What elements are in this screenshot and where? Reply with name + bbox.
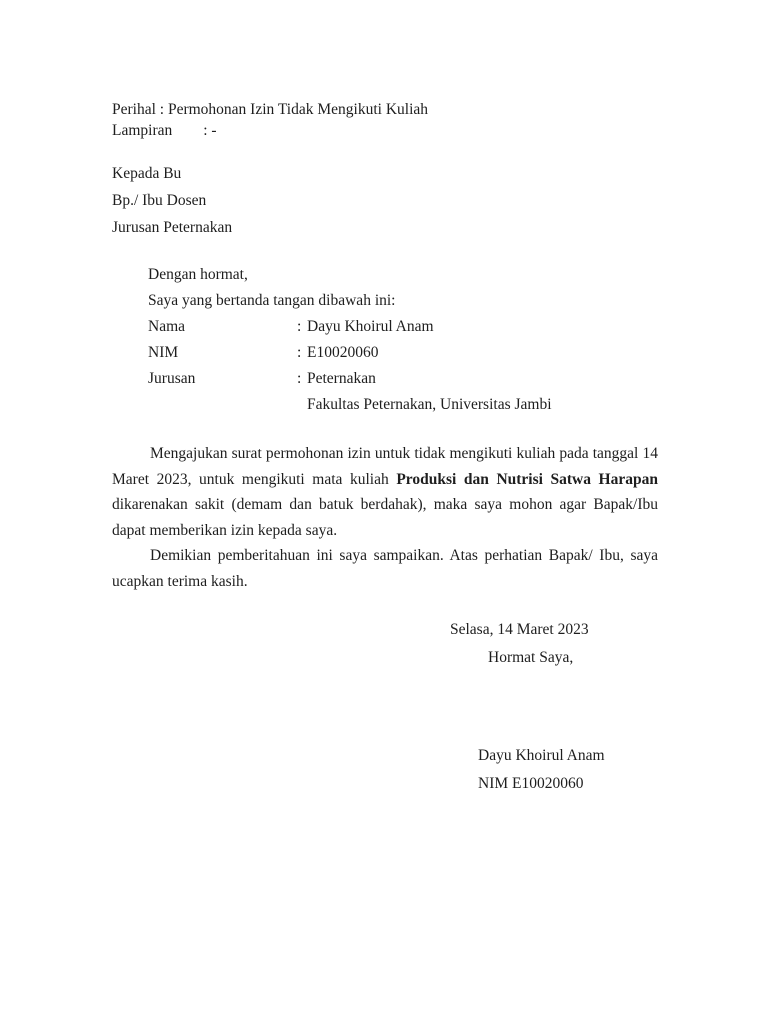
identity-value: Fakultas Peternakan, Universitas Jambi — [307, 396, 552, 413]
course-name-bold: Produksi dan Nutrisi Satwa Harapan — [396, 470, 658, 488]
signer-nim: NIM E10020060 — [478, 775, 584, 792]
intro-line: Saya yang bertanda tangan dibawah ini: — [148, 292, 396, 309]
identity-value: Peternakan — [307, 370, 376, 387]
letter-header — [112, 99, 658, 141]
body-paragraph-2: Demikian pemberitahuan ini saya sampaikan. Atas perhatian Bapak/ Ibu, saya ucapkan terima kasih. — [112, 547, 658, 590]
identity-value: Dayu Khoirul Anam — [307, 318, 434, 335]
identity-row-jurusan — [148, 366, 658, 392]
salutation: Dengan hormat, — [148, 266, 248, 283]
attachment-line: Lampiran : - — [112, 122, 217, 139]
subject-line: Perihal : Permohonan Izin Tidak Mengikuti Kuliah — [112, 101, 429, 118]
identity-value: E10020060 — [307, 344, 379, 361]
signer-name: Dayu Khoirul Anam — [478, 747, 605, 764]
recipient-line-3: Jurusan Peternakan — [112, 219, 233, 236]
body-paragraph-1 — [112, 441, 658, 543]
identity-colon: : — [297, 318, 302, 335]
identity-colon — [297, 392, 307, 418]
para1-text-after: dikarenakan sakit (demam dan batuk berdahak), maka saya mohon agar Bapak/Ibu dapat memberikan izin kepada saya. — [112, 496, 658, 539]
recipient-line-2: Bp./ Ibu Dosen — [112, 192, 207, 209]
recipient-line-1: Kepada Bu — [112, 165, 182, 182]
identity-label: Nama — [148, 318, 186, 335]
identity-label — [148, 392, 297, 418]
signer-block — [478, 742, 658, 798]
letter-body — [112, 441, 658, 594]
identity-row-fakultas — [148, 392, 658, 418]
date-line: Selasa, 14 Maret 2023 — [450, 621, 589, 638]
para1-text-before: Mengajukan surat permohonan izin untuk tidak mengikuti kuliah pada tanggal 14 Maret 2023, untuk mengikuti mata kuliah — [112, 445, 658, 488]
closing-line: Hormat Saya, — [488, 649, 574, 666]
identity-colon: : — [297, 344, 302, 361]
identity-label: Jurusan — [148, 370, 196, 387]
identity-section — [148, 262, 658, 418]
identity-colon: : — [297, 370, 302, 387]
signature-section — [112, 616, 658, 798]
identity-row-nim — [148, 340, 658, 366]
identity-label: NIM — [148, 344, 179, 361]
identity-row-name — [148, 314, 658, 340]
recipient-block — [112, 160, 658, 241]
